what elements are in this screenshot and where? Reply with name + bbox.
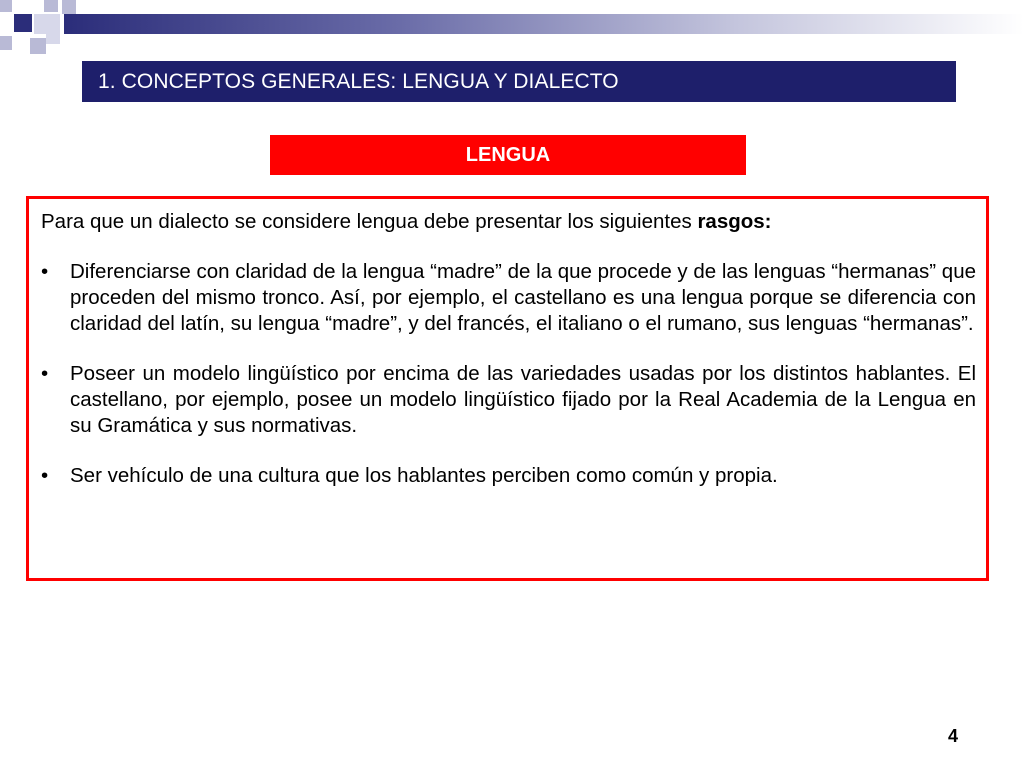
list-item bbox=[41, 463, 976, 489]
intro-bold-text: rasgos: bbox=[697, 210, 772, 233]
title-bar bbox=[82, 61, 956, 102]
page-title: 1. CONCEPTOS GENERALES: LENGUA Y DIALECTO bbox=[98, 69, 619, 93]
list-item bbox=[41, 361, 976, 439]
top-gradient-bar bbox=[64, 14, 1024, 34]
list-item-text: Poseer un modelo lingüístico por encima de las variedades usadas por los distintos hablantes. El castellano, por ejemplo, posee un modelo lingüístico fijado por la Real Academia de la Lengua en su Gramática y sus normativas. bbox=[70, 362, 976, 437]
content-box bbox=[26, 196, 989, 581]
list-item-text: Diferenciarse con claridad de la lengua “madre” de la que procede y de las lenguas “hermanas” que proceden del mismo tronco. Así, por ejemplo, el castellano es una lengua porque se diferencia con claridad del latín, su lengua “madre”, y del francés, el italiano o el rumano, sus lenguas “hermanas”. bbox=[70, 260, 976, 335]
page-number: 4 bbox=[948, 726, 959, 746]
intro-paragraph bbox=[41, 209, 976, 235]
intro-text: Para que un dialecto se considere lengua debe presentar los siguientes bbox=[41, 210, 698, 233]
bullet-icon: • bbox=[41, 260, 49, 283]
list-item-text: Ser vehículo de una cultura que los hablantes perciben como común y propia. bbox=[70, 464, 778, 487]
bullet-icon: • bbox=[41, 464, 49, 487]
section-label-text: LENGUA bbox=[465, 143, 551, 166]
list-item bbox=[41, 259, 976, 337]
bullet-icon: • bbox=[41, 362, 49, 385]
section-label bbox=[270, 135, 746, 175]
